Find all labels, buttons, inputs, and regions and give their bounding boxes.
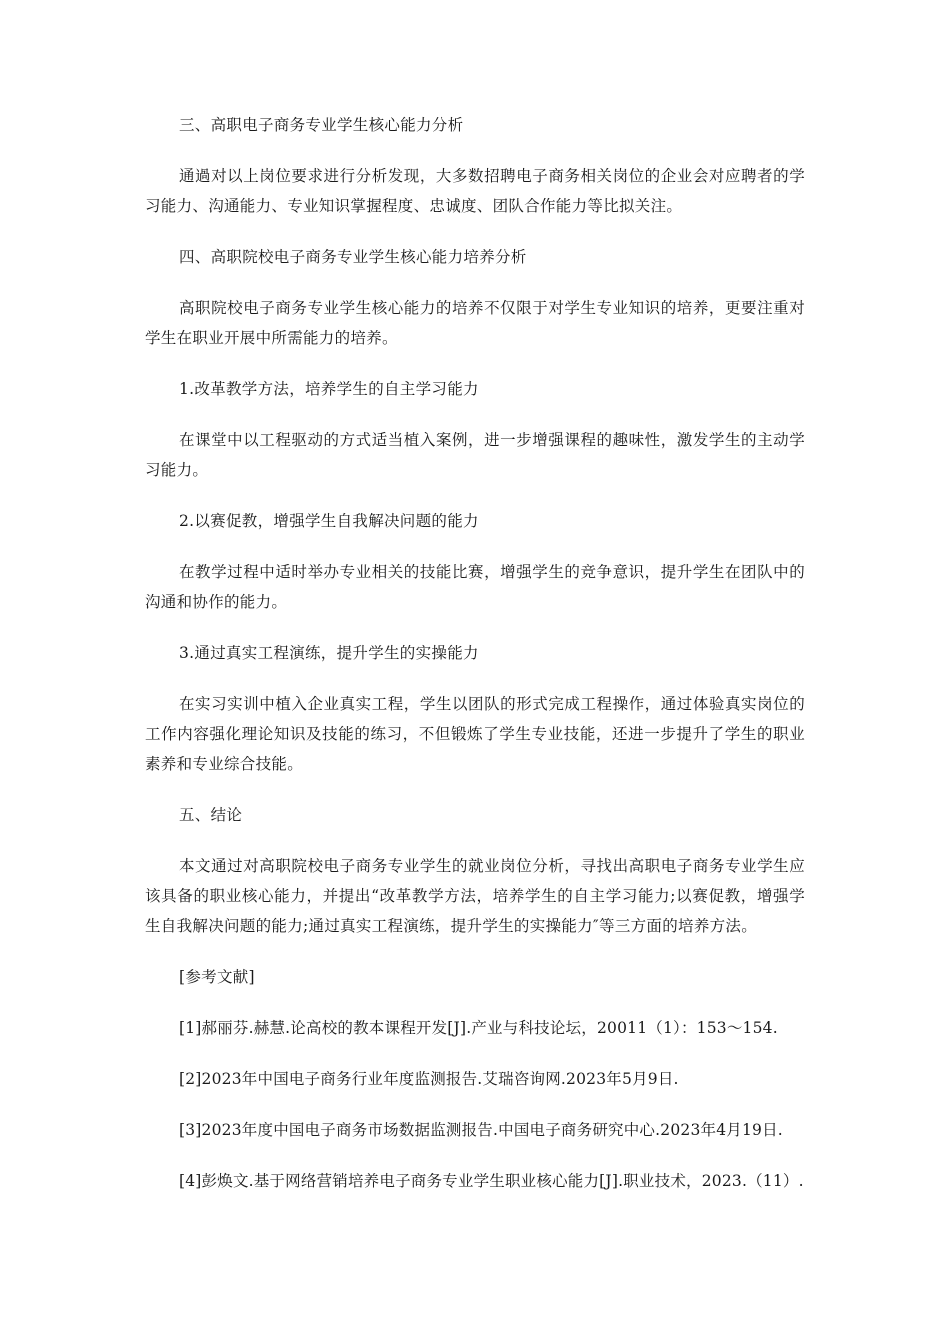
section-heading-3: 三、高职电子商务专业学生核心能力分析 [179,116,464,134]
section-paragraph-3: 通過对以上岗位要求进行分析发现，大多数招聘电子商务相关岗位的企业会对应聘者的学习能力、沟通能力、专业知识掌握程度、忠诚度、团队合作能力等比拟关注。 [145,167,805,215]
section-heading-4: 四、高职院校电子商务专业学生核心能力培养分析 [179,248,527,266]
section-heading-5: 五、结论 [179,806,243,824]
reference-item-3: [3]2023年度中国电子商务市场数据监测报告.中国电子商务研究中心.2023年4月19日. [179,1121,783,1139]
subsection-paragraph-2: 在教学过程中适时举办专业相关的技能比赛，增强学生的竞争意识，提升学生在团队中的沟通和协作的能力。 [145,563,805,611]
subsection-heading-3: 3.通过真实工程演练，提升学生的实操能力 [179,644,479,662]
subsection-heading-1: 1.改革教学方法，培养学生的自主学习能力 [179,380,479,398]
subsection-paragraph-3: 在实习实训中植入企业真实工程，学生以团队的形式完成工程操作，通过体验真实岗位的工作内容强化理论知识及技能的练习，不但锻炼了学生专业技能，还进一步提升了学生的职业素养和专业综合技能。 [145,695,805,773]
subsection-heading-2: 2.以赛促教，增强学生自我解决问题的能力 [179,512,479,530]
document-body [145,110,805,1217]
references-heading: [参考文献] [179,968,255,986]
reference-item-2: [2]2023年中国电子商务行业年度监测报告.艾瑞咨询网.2023年5月9日. [179,1070,679,1088]
reference-item-1: [1]郝丽芬.赫慧.论高校的教本课程开发[J].产业与科技论坛，20011（1）：153～154. [179,1019,778,1037]
subsection-paragraph-1: 在课堂中以工程驱动的方式适当植入案例，进一步增强课程的趣味性，激发学生的主动学习能力。 [145,431,805,479]
reference-item-4: [4]彭焕文.基于网络营销培养电子商务专业学生职业核心能力[J].职业技术，2023.（11）. [179,1172,804,1190]
section-paragraph-5: 本文通过对高职院校电子商务专业学生的就业岗位分析，寻找出高职电子商务专业学生应该具备的职业核心能力，并提出“改革教学方法，培养学生的自主学习能力;以赛促教，增强学生自我解决问题的能力;通过真实工程演练，提升学生的实操能力″等三方面的培养方法。 [145,857,805,935]
section-intro-4: 高职院校电子商务专业学生核心能力的培养不仅限于对学生专业知识的培养，更要注重对学生在职业开展中所需能力的培养。 [145,299,805,347]
